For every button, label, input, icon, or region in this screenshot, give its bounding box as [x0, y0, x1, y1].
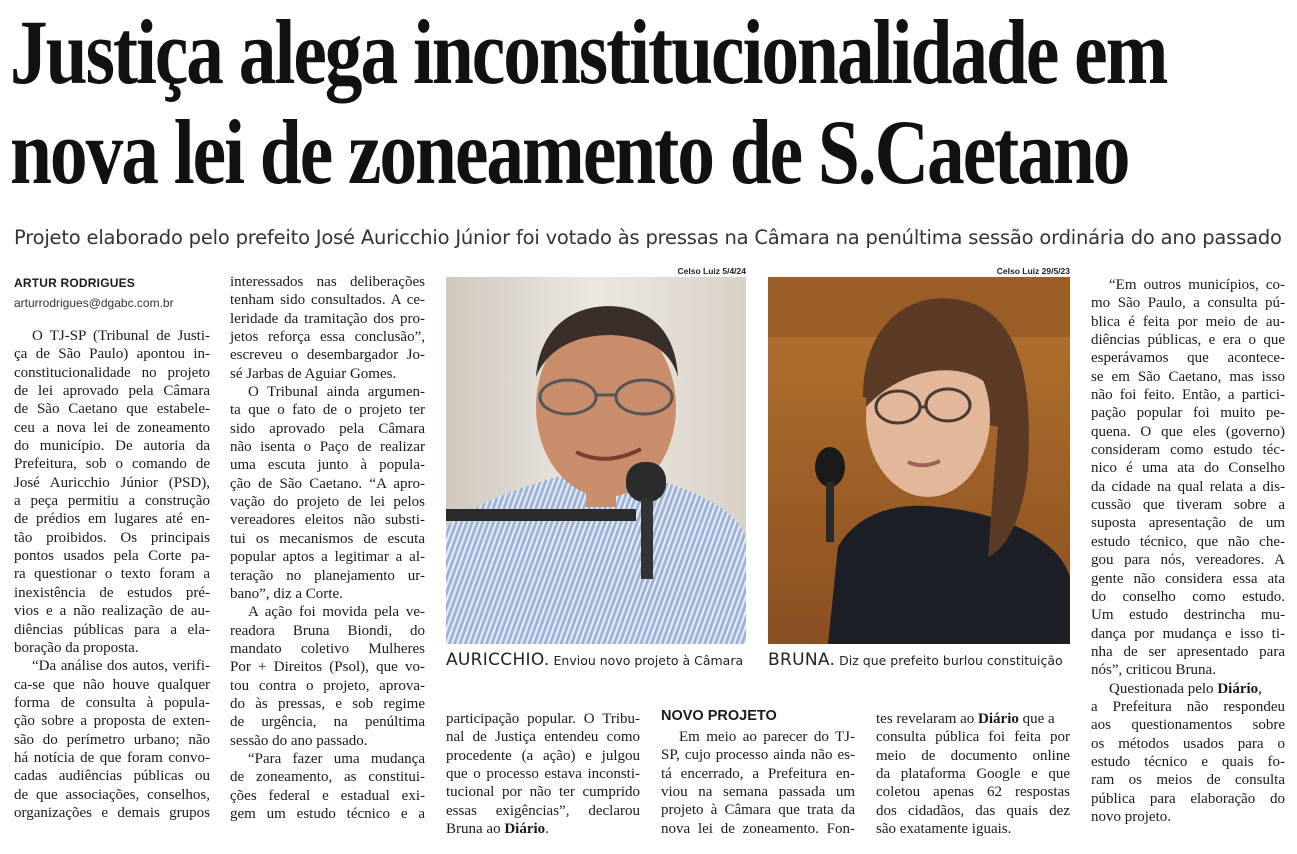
- text-line: ções federal e estadual exi-: [230, 787, 425, 804]
- text-line: participação popular. O Tribu-: [446, 711, 640, 727]
- text-line: são do perímetro urbano; não: [14, 731, 210, 748]
- text-line: ra questionar o texto foram a: [14, 566, 210, 583]
- headline-line-2: nova lei de zoneamento de S.Caetano: [10, 101, 1129, 203]
- text-line: teração no planejamento ur-: [230, 567, 425, 584]
- text-line: projeto à Câmara que trata da: [661, 802, 855, 819]
- text-line: “Da análise dos autos, verifi-: [32, 658, 210, 675]
- text-line: de prédios em lugares até en-: [14, 511, 210, 528]
- text-line: ceu a nova lei de zoneamento: [14, 419, 210, 436]
- text-line: ram os meios de consulta: [1091, 772, 1285, 789]
- text-line: Prefeitura, sob o comando de: [14, 456, 210, 473]
- photo-caption-1: [446, 650, 743, 670]
- column-6b-first-line: Questionada pelo Diário,: [1109, 680, 1262, 697]
- text-line: gou para nós, vereadores. A: [1091, 552, 1285, 569]
- photo-caption-2: [768, 650, 1063, 670]
- text-line: Por + Direitos (Psol), que vo-: [230, 659, 425, 676]
- caption-2-name: BRUNA.: [768, 650, 836, 670]
- text-line: estudo técnico, que não che-: [1091, 533, 1285, 550]
- text-line: os métodos usados para o: [1091, 735, 1285, 752]
- column-5-first-line: tes revelaram ao Diário que a: [876, 711, 1055, 727]
- text-line: consideram como estudo téc-: [1091, 442, 1285, 459]
- text-line: essas exigências”, declarou: [446, 802, 640, 819]
- text-line: de urgência, na penúltima: [230, 714, 425, 731]
- text-line: gente não considera essa ata: [1091, 570, 1285, 587]
- text-line: nico é uma ata do Conselho: [1091, 460, 1285, 477]
- text-line: sido aprovado pela Câmara: [230, 420, 425, 437]
- text-line: esperávamos que acontece-: [1091, 350, 1285, 367]
- text-line: tá encerrado, a Prefeitura en-: [661, 765, 855, 782]
- text-line: O TJ-SP (Tribunal de Justi-: [32, 328, 210, 344]
- text-line: não foi feito. Então, a partici-: [1091, 387, 1285, 404]
- text-line: tui os mecanismos de escuta: [230, 530, 425, 547]
- text-line: quena. O que eles (governo): [1091, 423, 1285, 440]
- text-line: de zoneamento, as constitui-: [230, 769, 425, 786]
- text-line: coletou apenas 62 respostas: [876, 784, 1070, 801]
- caption-1-text: Enviou novo projeto à Câmara: [553, 653, 744, 668]
- text-line: jetos reforça essa conclusão”,: [230, 329, 425, 346]
- text-line: não isenta o Paço de realizar: [230, 439, 425, 456]
- text-line: cussão que tiveram sobre a: [1091, 497, 1285, 514]
- text-line: cadas audiências públicas ou: [14, 768, 210, 785]
- column-5: [876, 710, 1070, 838]
- text-line: ca-se que não houve qualquer: [14, 676, 210, 693]
- text-line: tenham sido consultados. A ce-: [230, 292, 425, 309]
- text-line: nova lei de zoneamento. Fon-: [661, 820, 855, 837]
- text-line: que o processo estava inconsti-: [446, 766, 640, 783]
- text-line: SP, cujo processo ainda não es-: [661, 747, 855, 764]
- text-line: nha de ser apresentado para: [1091, 643, 1285, 660]
- text-line: estudo técnico e quais fo-: [1091, 753, 1285, 770]
- text-line: de lei aprovado pela Câmara: [14, 383, 210, 400]
- text-line: da cidade na qual relata a dis-: [1091, 478, 1285, 495]
- text-line: leridade da tramitação dos pro-: [230, 310, 425, 327]
- text-line: de que associações, conselhos,: [14, 786, 210, 803]
- text-line: ção sobre a proposta de exten-: [14, 713, 210, 730]
- text-line: consulta pública foi feita por: [876, 729, 1070, 746]
- text-line: mo São Paulo, a consulta pú-: [1091, 295, 1285, 312]
- text-line: de São Caetano que estabele-: [14, 401, 210, 418]
- text-line: procedente (a ação) e julgou: [446, 747, 640, 764]
- text-line: ção de São Caetano. “A apro-: [230, 475, 425, 492]
- text-line: A ação foi movida pela ve-: [248, 604, 425, 621]
- text-line: sessão do ano passado.: [230, 732, 368, 749]
- column-2: [230, 273, 425, 823]
- photo-auricchio: [446, 277, 746, 644]
- text-line: nal de Justiça entendeu como: [446, 729, 640, 746]
- caption-2-text: Diz que prefeito burlou constituição: [839, 653, 1063, 668]
- text-line: a Prefeitura não respondeu: [1091, 698, 1285, 715]
- text-line: vação do projeto de lei pelos: [230, 494, 425, 511]
- text-line: tou contra o projeto, aprova-: [230, 677, 425, 694]
- text-line: nós”, criticou Bruna.: [1091, 662, 1216, 679]
- text-line: readora Bruna Biondi, do: [230, 622, 425, 639]
- text-line: forma de consulta à popula-: [14, 694, 210, 711]
- text-line: do município. De autoria da: [14, 438, 210, 455]
- section-title-novo-projeto: NOVO PROJETO: [661, 708, 777, 724]
- column-4: [661, 728, 855, 838]
- text-line: organizações e demais grupos: [14, 804, 210, 821]
- column-1: [14, 327, 210, 822]
- text-line: tão proibidos. Os principais: [14, 529, 210, 546]
- text-line: “Em outros municípios, co-: [1109, 277, 1285, 293]
- photo-auricchio-image: [446, 277, 746, 644]
- text-line: blica é feita por meio de au-: [1091, 313, 1285, 330]
- text-line: pontos usados pela Corte pa-: [14, 548, 210, 565]
- text-line: da plataforma Google e que: [876, 766, 1070, 783]
- text-line: são exatamente iguais.: [876, 821, 1012, 838]
- headline: [10, 2, 1290, 202]
- text-line: a peça permitiu a construção: [14, 493, 210, 510]
- text-line: suposta apresentação de um: [1091, 515, 1285, 532]
- text-line: Em meio ao parecer do TJ-: [679, 729, 855, 745]
- photo-bruna-image: [768, 277, 1070, 644]
- text-line: vereadores eleitos não substi-: [230, 512, 425, 529]
- photo-bruna: [768, 277, 1070, 644]
- text-line: tucional por não ter cumprido: [446, 784, 640, 801]
- text-line: pação popular foi muito pe-: [1091, 405, 1285, 422]
- column-3-last-line: Bruna ao Diário.: [446, 821, 549, 838]
- text-line: ça de São Paulo) apontou in-: [14, 346, 210, 363]
- text-line: dos cidadãos, das quais dez: [876, 802, 1070, 819]
- text-line: bano”, diz a Corte.: [230, 585, 343, 602]
- text-line: se em São Caetano, mas isso: [1091, 368, 1285, 385]
- text-line: viou na semana passada um: [661, 784, 855, 801]
- text-line: do às pressas, e sob regime: [230, 695, 425, 712]
- text-line: escreveu o desembargador Jo-: [230, 347, 425, 364]
- column-6: [1091, 276, 1285, 826]
- author-name: ARTUR RODRIGUES: [14, 276, 136, 290]
- text-line: diências públicas para a ela-: [14, 621, 210, 638]
- text-line: novo projeto.: [1091, 808, 1171, 825]
- text-line: meio de documento online: [876, 747, 1070, 764]
- headline-line-1: Justiça alega inconstitucionalidade em: [10, 1, 1167, 103]
- text-line: interessados nas deliberações: [230, 274, 425, 290]
- text-line: vios e a não realização de au-: [14, 603, 210, 620]
- text-line: popular aptos a legitimar a al-: [230, 549, 425, 566]
- text-line: sé Jarbas de Aguiar Gomes.: [230, 365, 397, 382]
- text-line: gem um estudo técnico e a: [230, 805, 425, 822]
- text-line: constitucionalidade no projeto: [14, 364, 210, 381]
- text-line: dança por mudança e isso ti-: [1091, 625, 1285, 642]
- text-line: do conselho como estudo.: [1091, 588, 1285, 605]
- text-line: boração da proposta.: [14, 639, 139, 656]
- text-line: inexistência de estudos pré-: [14, 584, 210, 601]
- text-line: “Para fazer uma mudança: [248, 750, 425, 767]
- text-line: há notícia de que foram convo-: [14, 749, 210, 766]
- column-3: [446, 710, 640, 838]
- text-line: mandato coletivo Mulheres: [230, 640, 425, 657]
- text-line: uma escuta junto à popula-: [230, 457, 425, 474]
- text-line: ta que o fato de o projeto ter: [230, 402, 425, 419]
- subheadline: Projeto elaborado pelo prefeito José Auricchio Júnior foi votado às pressas na Câmara na penúltima sessão ordinária do ano passado: [14, 226, 1282, 249]
- text-line: pública para elaboração do: [1091, 790, 1285, 807]
- text-line: aos questionamentos sobre: [1091, 717, 1285, 734]
- text-line: O Tribunal ainda argumen-: [248, 384, 425, 401]
- author-email[interactable]: arturrodrigues@dgabc.com.br: [14, 296, 174, 310]
- caption-1-name: AURICCHIO.: [446, 650, 550, 670]
- text-line: José Auricchio Júnior (PSD),: [14, 474, 210, 491]
- text-line: diências públicas, e era o que: [1091, 332, 1285, 349]
- text-line: Um estudo destrincha mu-: [1091, 607, 1285, 624]
- photo-credit-2: Celso Luiz 29/5/23: [996, 266, 1070, 276]
- photo-credit-1: Celso Luiz 5/4/24: [677, 266, 746, 276]
